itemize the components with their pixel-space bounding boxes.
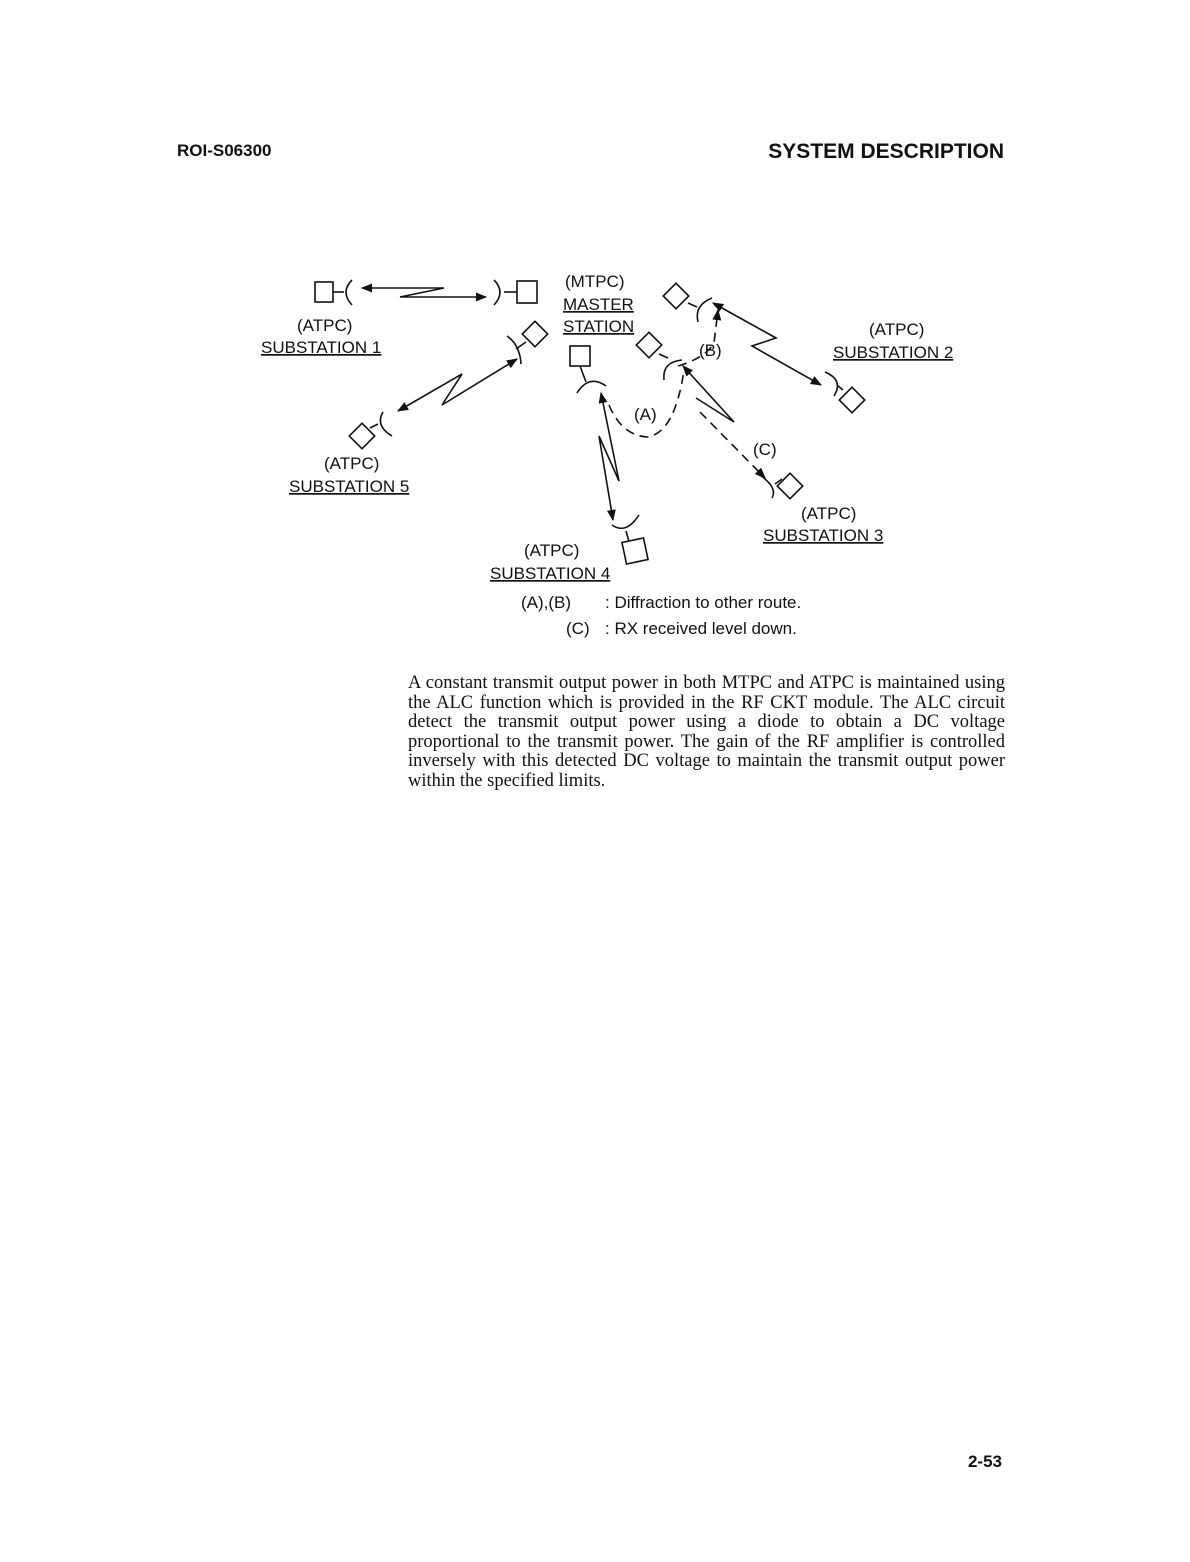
legend-desc-c: : RX received level down. <box>605 619 797 638</box>
substation-1-antenna-icon <box>315 280 352 305</box>
legend-key-ab: (A),(B) <box>521 593 572 612</box>
substation-5-name: SUBSTATION 5 <box>289 477 410 496</box>
substation-4-mode: (ATPC) <box>524 541 580 560</box>
link-substation-3 <box>683 366 734 422</box>
path-b-label: (B) <box>699 341 722 360</box>
substation-4-antenna-icon <box>612 515 648 564</box>
master-name-line2: STATION <box>563 317 635 336</box>
path-c-label: (C) <box>753 440 777 459</box>
substation-2-name: SUBSTATION 2 <box>833 343 954 362</box>
master-antenna-4-icon <box>570 346 606 393</box>
master-antenna-1-icon <box>494 280 537 305</box>
substation-5-antenna-icon <box>349 412 392 449</box>
link-substation-2 <box>713 303 821 385</box>
master-name-line1: MASTER <box>563 295 634 314</box>
substation-3-antenna-icon <box>760 473 803 498</box>
master-antenna-3-icon <box>636 332 682 380</box>
link-substation-1 <box>362 288 486 297</box>
master-mode-label: (MTPC) <box>565 272 625 291</box>
substation-2-antenna-icon <box>825 372 865 413</box>
legend-key-c: (C) <box>566 619 590 638</box>
substation-3-mode: (ATPC) <box>801 504 857 523</box>
substation-4-name: SUBSTATION 4 <box>490 564 611 583</box>
substation-3-name: SUBSTATION 3 <box>763 526 884 545</box>
master-antenna-2-icon <box>663 283 712 322</box>
substation-5-mode: (ATPC) <box>324 454 380 473</box>
link-substation-5 <box>398 359 517 411</box>
legend-desc-ab: : Diffraction to other route. <box>605 593 802 612</box>
path-a-label: (A) <box>634 405 657 424</box>
page-number: 2-53 <box>967 1452 1002 1471</box>
master-antenna-5-icon <box>507 321 548 364</box>
substation-1-mode: (ATPC) <box>297 316 353 335</box>
path-a <box>609 370 684 437</box>
section-title: SYSTEM DESCRIPTION <box>768 140 1004 163</box>
body-paragraph: A constant transmit output power in both MTPC and ATPC is maintained using the ALC function which is provided in the RF CKT module. The ALC circuit detect the transmit output power using a diode to obtain a DC voltage proportional to the transmit power. The gain of the RF amplifier is controlled inversely with this detected DC voltage to maintain the transmit output power within the specified limits. <box>408 673 1005 791</box>
document-id: ROI-S06300 <box>177 141 272 160</box>
substation-1-name: SUBSTATION 1 <box>261 338 382 357</box>
substation-2-mode: (ATPC) <box>869 320 925 339</box>
link-substation-4 <box>599 393 619 520</box>
